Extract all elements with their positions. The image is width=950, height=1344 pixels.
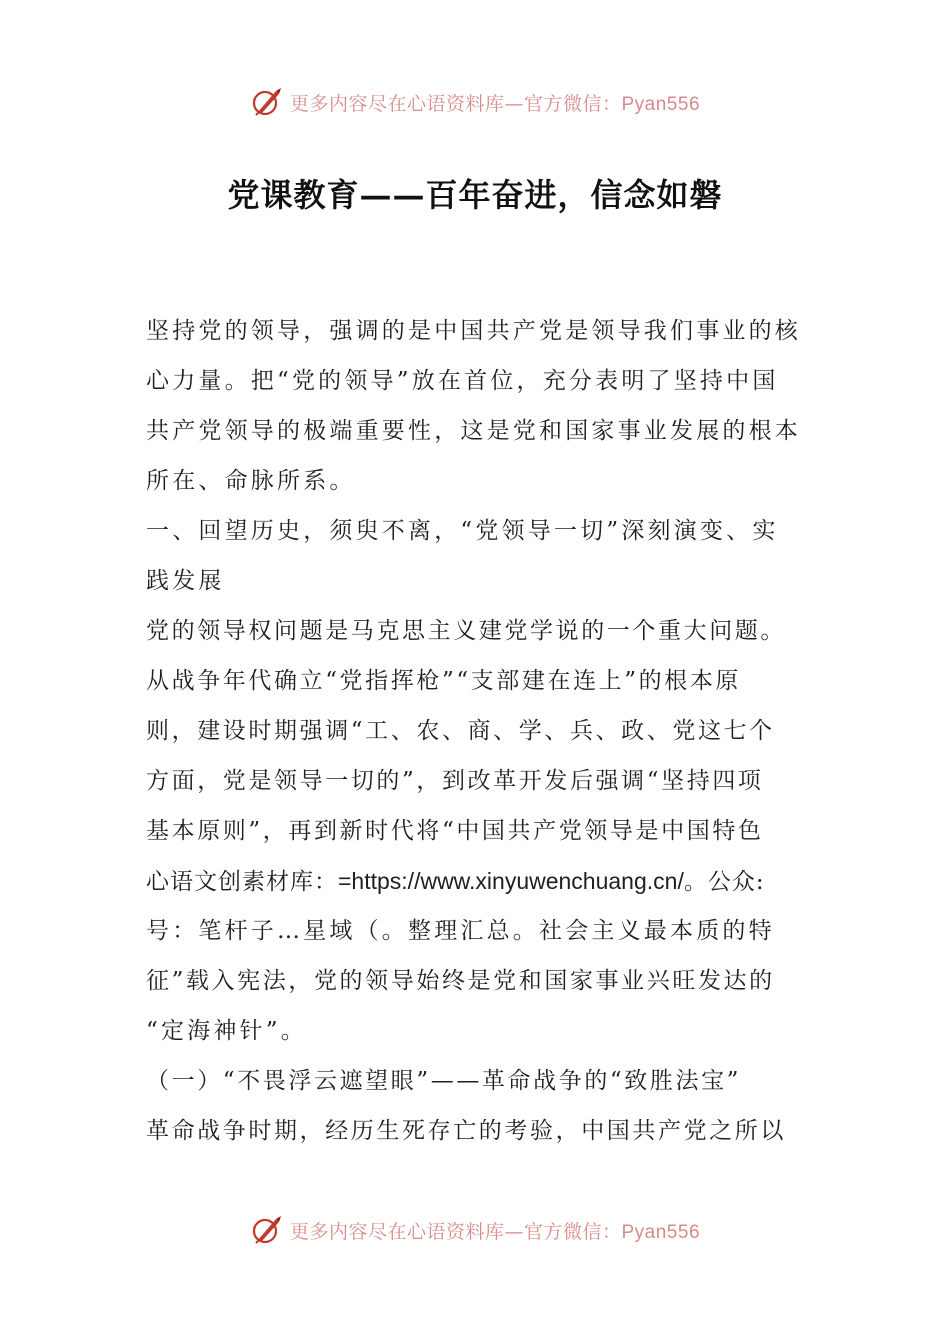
url-suffix: 。公众: [683, 869, 765, 895]
banner-text [290, 1217, 700, 1244]
footer-banner [0, 1210, 950, 1250]
body-line: 所在、命脉所系。 [146, 468, 356, 494]
body-line: 坚持党的领导，强调的是中国共产党是领导我们事业的核 [146, 318, 801, 344]
page-title: 党课教育——百年奋进，信念如磐 [227, 176, 723, 214]
banner-wechat-id: Pyan556 [621, 93, 701, 115]
body-line: 革命战争时期，经历生死存亡的考验，中国共产党之所以 [146, 1118, 786, 1144]
banner-wechat-id: Pyan556 [621, 1221, 701, 1243]
body-line: 从战争年代确立“党指挥枪”“支部建在连上”的根本原 [146, 668, 742, 694]
section-heading-line: 一、回望历史，须臾不离，“党领导一切”深刻演变、实 [146, 518, 779, 544]
url-prefix: 心语文创素材库： [146, 869, 338, 895]
body-line: 党的领导权问题是马克思主义建党学说的一个重大问题。 [146, 618, 786, 644]
body-line: 心力量。把“党的领导”放在首位，充分表明了坚持中国 [146, 368, 779, 394]
body-line: 方面，党是领导一切的”，到改革开发后强调“坚持四项 [146, 768, 764, 794]
banner-site-label: 更多内容尽在心语资料库—官方微信： [289, 1220, 622, 1243]
document-body [146, 306, 806, 1156]
body-line: 则，建设时期强调“工、农、商、学、兵、政、党这七个 [146, 718, 775, 744]
quill-pen-logo-icon [250, 1213, 284, 1247]
body-line: “定海神针”。 [146, 1018, 307, 1044]
section-heading-line: 践发展 [146, 568, 225, 594]
quill-pen-logo-icon [250, 85, 284, 119]
url-line [146, 856, 806, 906]
header-banner [0, 82, 950, 122]
body-line: 基本原则”，再到新时代将“中国共产党领导是中国特色 [146, 818, 764, 844]
body-line: 共产党领导的极端重要性，这是党和国家事业发展的根本 [146, 418, 801, 444]
section-heading-line: （一）“不畏浮云遮望眼”——革命战争的“致胜法宝” [146, 1068, 742, 1094]
website-link[interactable]: =https://www.xinyuwenchuang.cn/ [338, 868, 684, 894]
banner-text [290, 89, 700, 116]
body-line: 征”载入宪法，党的领导始终是党和国家事业兴旺发达的 [146, 968, 775, 994]
body-line: 号：笔杆子…星域（。整理汇总。社会主义最本质的特 [146, 918, 775, 944]
banner-site-label: 更多内容尽在心语资料库—官方微信： [289, 92, 622, 115]
